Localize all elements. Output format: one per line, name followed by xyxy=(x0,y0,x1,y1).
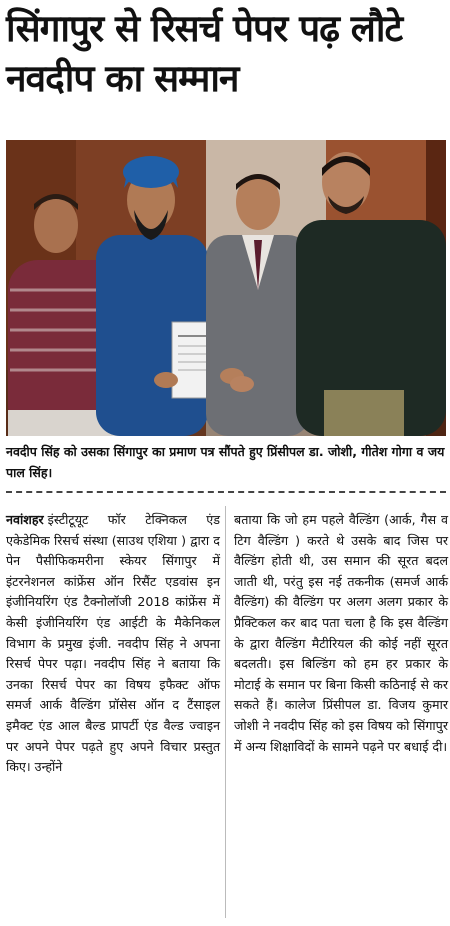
headline: सिंगापुर से रिसर्च पेपर पढ़ लौटे नवदीप का सम्मान xyxy=(6,7,403,100)
article-column-right xyxy=(234,510,448,757)
group-photo-image xyxy=(6,140,446,436)
news-photo xyxy=(6,140,446,436)
article-column-left xyxy=(6,510,220,778)
photo-caption: नवदीप सिंह को उसका सिंगापुर का प्रमाण पत्र सौंपते हुए प्रिंसीपल डा. जोशी, गीतेश गोगा व जय पाल सिंह। xyxy=(6,444,445,480)
column-rule xyxy=(225,506,226,918)
dateline: नवांशहर xyxy=(6,512,44,527)
body-text-right: बताया कि जो हम पहले वैल्डिंग (आर्क, गैस व टिग वैल्डिंग ) करते थे उसके बाद जिस पर वैल्डिंग होती थी, उस समान की सूरत बदल जाती थी, परंतु इस नई तकनीक (समर्ज आर्क वैल्डिंग) की वैल्डिंग पर अलग अलग प्रकार के प्रैक्टिकल कर बाद पता चला है कि इस वैल्डिंग के द्वारा वैल्डिंग मैटीरियल की कोई नहीं सूरत बदलती। इस बिल्डिंग को हम हर प्रकार के मोटाई के समान पर बिना किसी कठिनाई से कर सकते हैं। कालेज प्रिंसीपल डा. विजय कुमार जोशी ने नवदीप सिंह को इस विषय को सिंगापुर में अन्य शिक्षाविदों के सामने पढ़ने पर बधाई दी। xyxy=(234,512,448,754)
section-divider xyxy=(6,491,446,493)
body-text-left: इंस्टीटूयूट फॉर टेक्निकल एंड एकेडेमिक रिसर्च संस्था (साउथ एशिया ) द्वारा द पेन पैसीफिकमरीना स्केयर सिंगापुर में इंटरनेशनल कांफ्रेंस ऑन रिसैंट एडवांस इन इंजीनियरिंग एंड टैक्नोलॉजी 2018 कांफ्रेंस में केसी इंजीनियरिंग एंड आईटी के मैकेनिकल विभाग के प्रमुख इंजी. नवदीप सिंह ने अपना रिसर्च पेपर पढ़ा। नवदीप सिंह ने बताया कि उनका रिसर्च पेपर का विषय इफैक्ट ऑफ समर्ज आर्क वैल्डिंग प्रॉसेस ऑन द टैंसाइल इमैक्ट एंड आल बैल्ड प्रापर्टी एंड वैल्ड ज्वाइन पर अपने पेपर पढ़ते हुए अपने विचार प्रस्तुत किए। उन्होंने xyxy=(6,512,220,775)
